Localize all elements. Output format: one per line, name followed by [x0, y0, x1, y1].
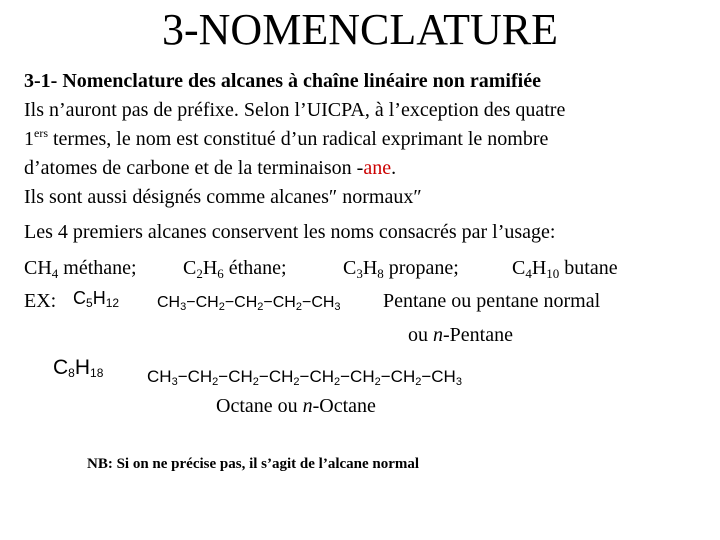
pentane-name-line-1: Pentane ou pentane normal [383, 290, 601, 312]
paragraph-line-4: Ils sont aussi désignés comme alcanes″ normaux″ [24, 186, 422, 208]
pentane-name-suffix: -Pentane [443, 324, 513, 346]
alkane-item-1 [24, 255, 137, 281]
alkane-formula: $C_3H_8$ [343, 257, 384, 281]
pentane-name-line-2 [408, 322, 513, 348]
paragraph-line-5: Les 4 premiers alcanes conservent les noms consacrés par l’usage: [24, 221, 556, 243]
section-heading: 3-1- Nomenclature des alcanes à chaîne linéaire non ramifiée [24, 70, 541, 92]
octane-formula: $C_8H_{18}$ [53, 356, 104, 380]
paragraph-line-3-text: d’atomes de carbone et de la terminaison - [24, 157, 364, 179]
alkane-item-2 [183, 255, 287, 281]
alkane-name: éthane; [228, 257, 287, 279]
octane-name-suffix: -Octane [312, 395, 376, 417]
alkane-item-4 [512, 255, 618, 281]
paragraph-line-3-end: . [391, 157, 397, 179]
paragraph-line-3 [24, 155, 396, 181]
term-superscript: ers [34, 126, 48, 140]
pentane-name-prefix: ou [408, 324, 433, 346]
paragraph-line-1: Ils n’auront pas de préfixe. Selon l’UICPA, à l’exception des quatre [24, 99, 566, 121]
alkane-item-3 [343, 255, 459, 281]
alkane-formula: $C_2H_6$ [183, 257, 224, 281]
suffix-ane: ane [363, 157, 392, 179]
octane-name-prefix: Octane ou [216, 395, 303, 417]
alkane-name: butane [564, 257, 618, 279]
pentane-name-italic: n [433, 324, 443, 346]
octane-name-italic: n [302, 395, 313, 417]
nb-note: NB: Si on ne précise pas, il s’agit de l’alcane normal [87, 456, 420, 472]
term-number: 1 [24, 128, 34, 150]
alkane-name: propane; [388, 257, 459, 279]
example-label: EX: [24, 290, 57, 312]
pentane-structure: $CH_3-CH_2-CH_2-CH_2-CH_3$ [157, 294, 341, 313]
alkane-name: méthane; [63, 257, 137, 279]
octane-structure: $CH_3-CH_2-CH_2-CH_2-CH_2-CH_2-CH_2-CH_3$ [147, 367, 462, 388]
paragraph-line-2 [24, 126, 548, 152]
alkane-formula: $C_4H_{10}$ [512, 257, 560, 281]
paragraph-line-2-text: termes, le nom est constitué d’un radical exprimant le nombre [48, 128, 549, 150]
octane-name [216, 393, 376, 419]
pentane-formula: $C_5H_{12}$ [73, 288, 120, 310]
page-title: 3-NOMENCLATURE [162, 5, 558, 54]
alkane-formula: $CH_4$ [24, 257, 59, 281]
